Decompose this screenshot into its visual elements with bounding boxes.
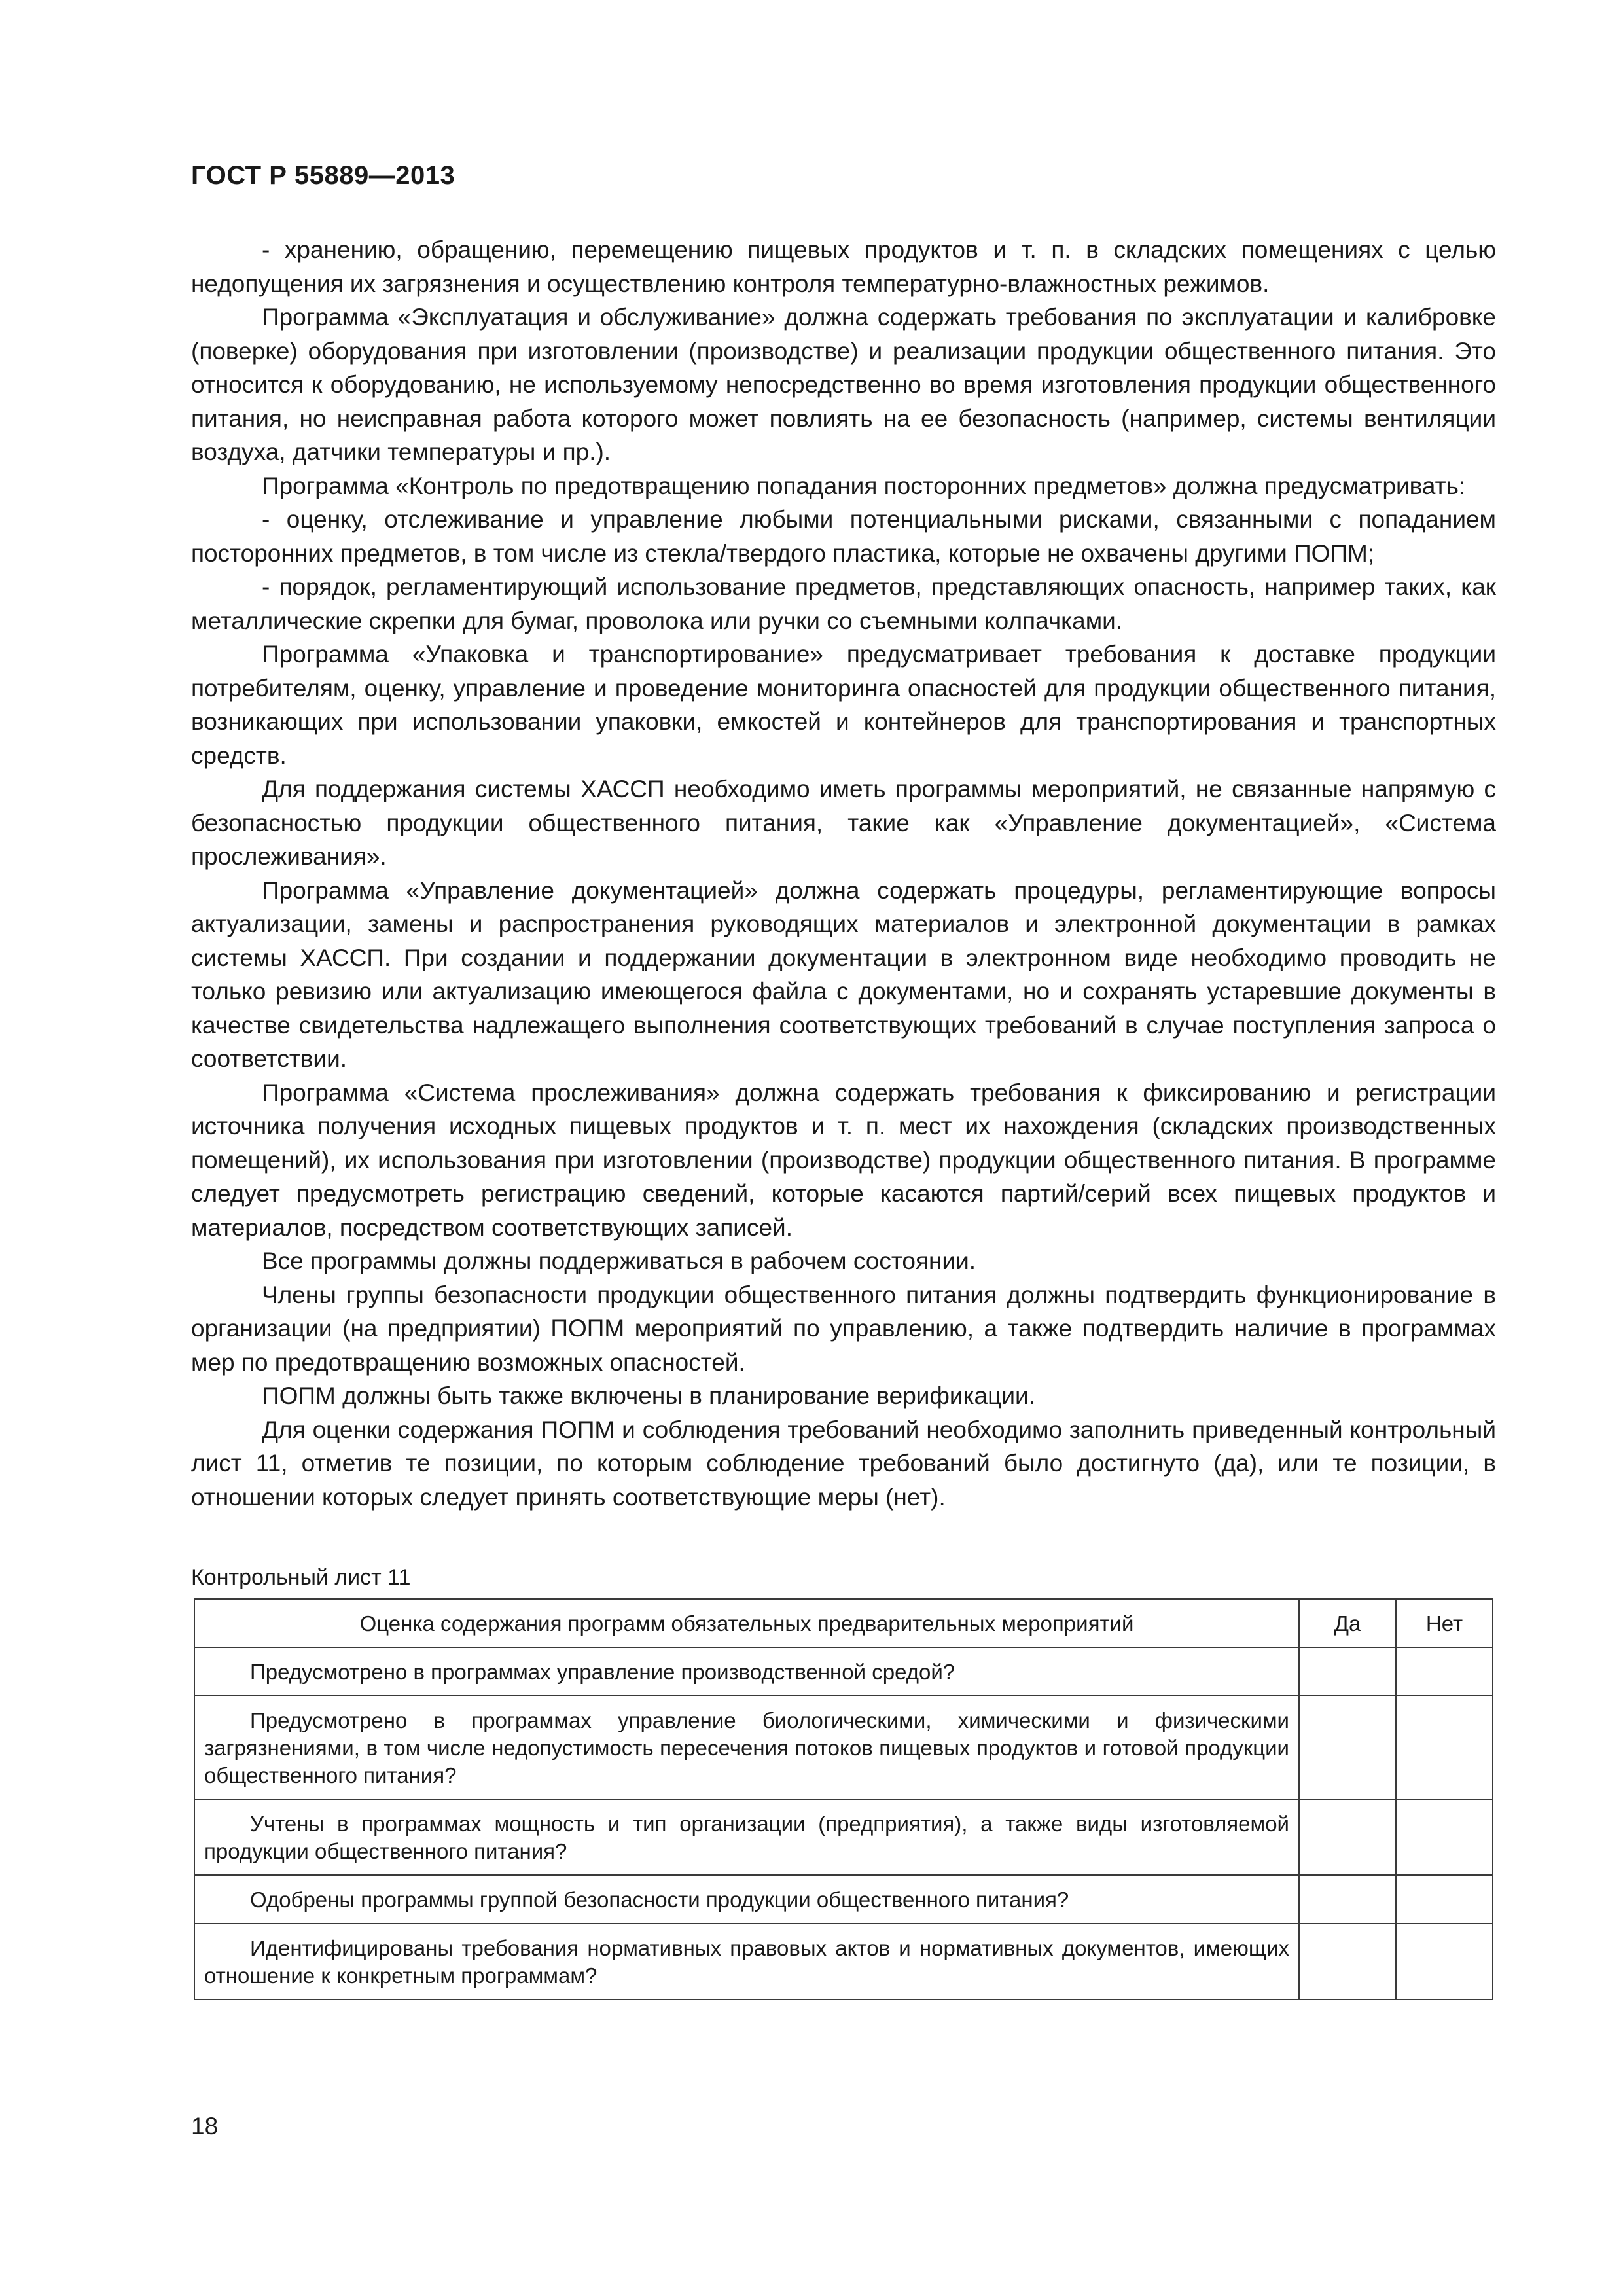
- paragraph: Программа «Система прослеживания» должна содержать требования к фиксированию и регистрации источника получения исходных пищевых продуктов и т. п. мест их нахождения (складских производственных помещений), их использования при изготовлении (производстве) продукции общественного питания. В программе следует предусмотреть регистрацию сведений, которые касаются партий/серий всех пищевых продуктов и материалов, посредством соответствующих записей.: [191, 1079, 1496, 1241]
- no-cell[interactable]: [1396, 1875, 1493, 1924]
- checklist-table: [194, 1598, 1493, 2000]
- table-row: [194, 1799, 1493, 1875]
- question-column-header: Оценка содержания программ обязательных предварительных мероприятий: [194, 1599, 1299, 1647]
- table-caption: Контрольный лист 11: [191, 1565, 411, 1590]
- yes-cell[interactable]: [1299, 1799, 1396, 1875]
- paragraph: ПОПМ должны быть также включены в планирование верификации.: [262, 1382, 1035, 1409]
- table-row: [194, 1647, 1493, 1696]
- paragraph: Программа «Контроль по предотвращению попадания посторонних предметов» должна предусматривать:: [262, 472, 1466, 499]
- page-number: 18: [191, 2113, 219, 2140]
- question-cell: Предусмотрено в программах управление производственной средой?: [194, 1647, 1299, 1696]
- question-cell: Учтены в программах мощность и тип организации (предприятия), а также виды изготовляемой продукции общественного питания?: [194, 1799, 1299, 1875]
- no-cell[interactable]: [1396, 1924, 1493, 2000]
- no-column-header: Нет: [1396, 1599, 1493, 1647]
- yes-cell[interactable]: [1299, 1696, 1396, 1799]
- paragraph: Члены группы безопасности продукции общественного питания должны подтвердить функционирование в организации (на предприятии) ПОПМ мероприятий по управлению, а также подтвердить наличие в программах мер по предотвращению возможных опасностей.: [191, 1281, 1496, 1376]
- paragraph: Для оценки содержания ПОПМ и соблюдения требований необходимо заполнить приведенный контрольный лист 11, отметив те позиции, по которым соблюдение требований было достигнуто (да), или те позиции, в отношении которых следует принять соответствующие меры (нет).: [191, 1416, 1496, 1511]
- paragraph: Программа «Управление документацией» должна содержать процедуры, регламентирующие вопросы актуализации, замены и распространения руководящих материалов и электронной документации в рамках системы ХАССП. При создании и поддержании документации в электронном виде необходимо проводить не только ревизию или актуализацию имеющегося файла с документами, но и сохранять устаревшие документы в качестве свидетельства надлежащего выполнения соответствующих требований в случае поступления запроса о соответствии.: [191, 876, 1496, 1072]
- paragraph: Программа «Упаковка и транспортирование» предусматривает требования к доставке продукции потребителям, оценку, управление и проведение мониторинга опасностей для продукции общественного питания, возникающих при использовании упаковки, емкостей и контейнеров для транспортирования и транспортных средств.: [191, 641, 1496, 769]
- no-cell[interactable]: [1396, 1696, 1493, 1799]
- paragraph: - хранению, обращению, перемещению пищевых продуктов и т. п. в складских помещениях с целью недопущения их загрязнения и осуществлению контроля температурно-влажностных режимов.: [191, 236, 1496, 297]
- yes-cell[interactable]: [1299, 1875, 1396, 1924]
- paragraph: - оценку, отслеживание и управление любыми потенциальными рисками, связанными с попаданием посторонних предметов, в том числе из стекла/твердого пластика, которые не охвачены другими ПОПМ;: [191, 506, 1496, 567]
- question-cell: Одобрены программы группой безопасности продукции общественного питания?: [194, 1875, 1299, 1924]
- paragraph: Все программы должны поддерживаться в рабочем состоянии.: [262, 1247, 976, 1274]
- table-row: [194, 1696, 1493, 1799]
- paragraph: Для поддержания системы ХАССП необходимо иметь программы мероприятий, не связанные напрямую с безопасностью продукции общественного питания, такие как «Управление документацией», «Система прослеживания».: [191, 776, 1496, 870]
- paragraph: - порядок, регламентирующий использование предметов, представляющих опасность, например таких, как металлические скрепки для бумаг, проволока или ручки со съемными колпачками.: [191, 573, 1496, 634]
- body-text: [191, 233, 1496, 1514]
- question-cell: Предусмотрено в программах управление биологическими, химическими и физическими загрязнениями, в том числе недопустимость пересечения потоков пищевых продуктов и готовой продукции общественного питания?: [194, 1696, 1299, 1799]
- no-cell[interactable]: [1396, 1799, 1493, 1875]
- question-cell: Идентифицированы требования нормативных правовых актов и нормативных документов, имеющих отношение к конкретным программам?: [194, 1924, 1299, 2000]
- yes-cell[interactable]: [1299, 1924, 1396, 2000]
- paragraph: Программа «Эксплуатация и обслуживание» должна содержать требования по эксплуатации и калибровке (поверке) оборудования при изготовлении (производстве) и реализации продукции общественного питания. Это относится к оборудованию, не используемому непосредственно во время изготовления продукции общественного питания, но неисправная работа которого может повлиять на ее безопасность (например, системы вентиляции воздуха, датчики температуры и пр.).: [191, 304, 1496, 465]
- no-cell[interactable]: [1396, 1647, 1493, 1696]
- yes-cell[interactable]: [1299, 1647, 1396, 1696]
- table-row: [194, 1875, 1493, 1924]
- yes-column-header: Да: [1299, 1599, 1396, 1647]
- table-header-row: [194, 1599, 1493, 1647]
- table-row: [194, 1924, 1493, 2000]
- document-header: ГОСТ Р 55889—2013: [191, 161, 455, 190]
